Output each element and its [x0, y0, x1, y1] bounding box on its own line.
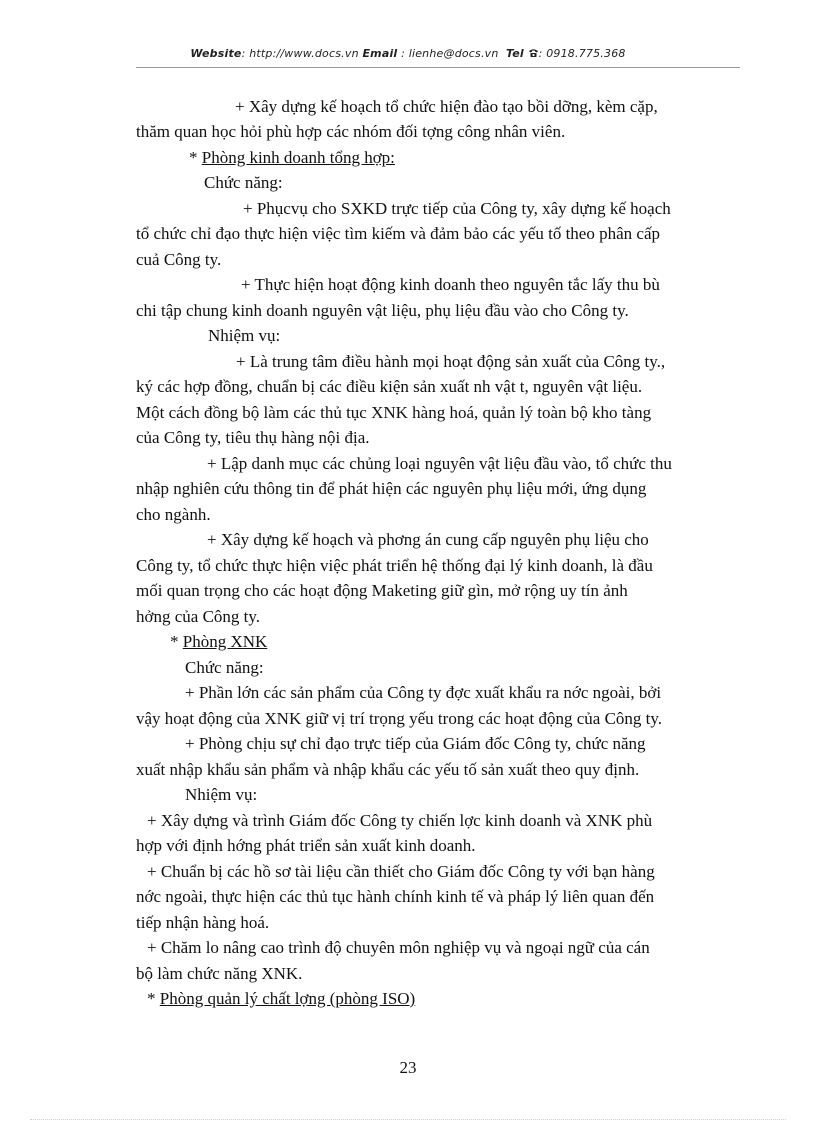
email-value[interactable]: : lienhe@docs.vn — [397, 47, 499, 60]
heading-phong-qlcl: Phòng quản lý chất lợng (phòng ISO) — [159, 989, 416, 1008]
page-header — [0, 47, 816, 60]
text-line: + Xây dựng và trình Giám đốc Công ty chiến lợc kinh doanh và XNK phù — [147, 811, 653, 830]
text-line: + Phòng chịu sự chỉ đạo trực tiếp của Giám đốc Công ty, chức năng — [185, 734, 646, 753]
text-line: bộ làm chức năng XNK. — [136, 964, 303, 983]
text-line: tiếp nhận hàng hoá. — [136, 913, 270, 932]
text-line: Công ty, tổ chức thực hiện việc phát triển hệ thống đại lý kinh doanh, là đầu — [136, 556, 653, 575]
text-line: Nhiệm vụ: — [208, 326, 281, 345]
text-line: nhập nghiên cứu thông tin để phát hiện các nguyên phụ liệu mới, ứng dụng — [136, 479, 647, 498]
text-line: Chức năng: — [204, 173, 283, 192]
tel-label: Tel — [505, 47, 524, 60]
website-url[interactable]: : http://www.docs.vn — [241, 47, 359, 60]
text-line: vậy hoạt động của XNK giữ vị trí trọng yếu trong các hoạt động của Công ty. — [136, 709, 663, 728]
page-footer-border — [30, 1119, 786, 1120]
section-heading — [170, 632, 267, 652]
phone-icon — [528, 47, 539, 60]
bullet-marker: * — [147, 989, 160, 1008]
website-label: Website — [190, 47, 242, 60]
text-line: Một cách đồng bộ làm các thủ tục XNK hàng hoá, quản lý toàn bộ kho tàng — [136, 403, 652, 422]
text-line: mối quan trọng cho các hoạt động Maketing giữ gìn, mở rộng uy tín ảnh — [136, 581, 628, 600]
text-line: hợp với định hớng phát triển sản xuất kinh doanh. — [136, 836, 476, 855]
text-line: + Chăm lo nâng cao trình độ chuyên môn nghiệp vụ và ngoại ngữ của cán — [147, 938, 650, 957]
header-divider — [136, 67, 740, 68]
text-line: + Lập danh mục các chủng loại nguyên vật liệu đầu vào, tổ chức thu — [207, 454, 672, 473]
text-line: + Phụcvụ cho SXKD trực tiếp của Công ty, xây dựng kế hoạch — [243, 199, 671, 218]
bullet-marker: * — [189, 148, 202, 167]
text-line: xuất nhập khẩu sản phẩm và nhập khẩu các yếu tố sản xuất theo quy định. — [136, 760, 640, 779]
tel-value: : 0918.775.368 — [538, 47, 626, 60]
text-line: tổ chức chỉ đạo thực hiện việc tìm kiếm và đảm bảo các yếu tố theo phân cấp — [136, 224, 660, 243]
text-line: cho ngành. — [136, 505, 211, 524]
text-line: cuả Công ty. — [136, 250, 222, 269]
text-line: + Chuẩn bị các hồ sơ tài liệu cần thiết cho Giám đốc Công ty với bạn hàng — [147, 862, 655, 881]
text-line: + Xây dựng kế hoạch và phơng án cung cấp nguyên phụ liệu cho — [207, 530, 649, 549]
text-line: Nhiệm vụ: — [185, 785, 258, 804]
text-line: của Công ty, tiêu thụ hàng nội địa. — [136, 428, 370, 447]
text-line: + Thực hiện hoạt động kinh doanh theo nguyên tắc lấy thu bù — [241, 275, 660, 294]
text-line: Chức năng: — [185, 658, 264, 677]
text-line: nớc ngoài, thực hiện các thủ tục hành chính kinh tế và pháp lý liên quan đến — [136, 887, 655, 906]
heading-phong-xnk: Phòng XNK — [182, 632, 268, 651]
text-line: chi tập chung kinh doanh nguyên vật liệu, phụ liệu đầu vào cho Công ty. — [136, 301, 629, 320]
text-line: + Xây dựng kế hoạch tổ chức hiện đào tạo bồi dỡng, kèm cặp, — [235, 97, 658, 116]
page-number: 23 — [399, 1058, 417, 1077]
email-label: Email — [362, 47, 398, 60]
text-line: hởng của Công ty. — [136, 607, 261, 626]
text-line: thăm quan học hỏi phù hợp các nhóm đối tợng công nhân viên. — [136, 122, 566, 141]
text-line: + Là trung tâm điều hành mọi hoạt động sản xuất của Công ty., — [236, 352, 666, 371]
bullet-marker: * — [170, 632, 183, 651]
section-heading — [147, 989, 415, 1009]
heading-phong-kinh-doanh: Phòng kinh doanh tổng hợp: — [201, 148, 395, 167]
text-line: ký các hợp đồng, chuẩn bị các điều kiện sản xuất nh vật t, nguyên vật liệu. — [136, 377, 643, 396]
text-line: + Phần lớn các sản phẩm của Công ty đợc xuất khẩu ra nớc ngoài, bởi — [185, 683, 662, 702]
section-heading — [189, 148, 395, 168]
